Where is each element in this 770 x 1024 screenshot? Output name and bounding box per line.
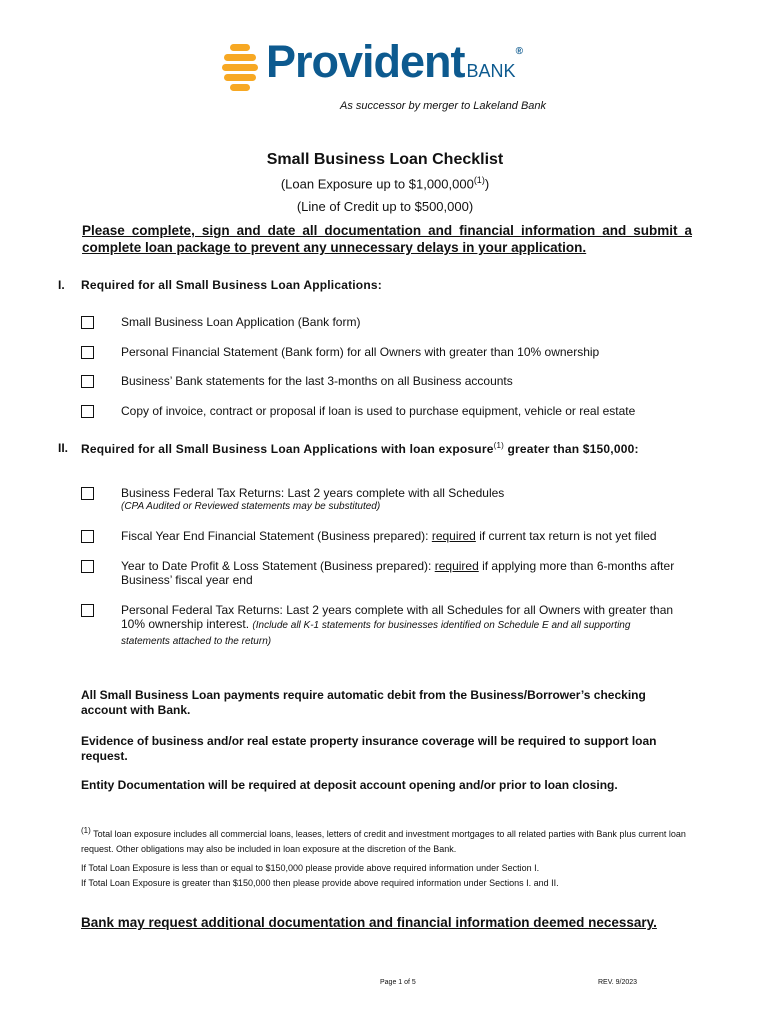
item-business-tax-returns: Business Federal Tax Returns: Last 2 years complete with all Schedules (CPA Audited or Reviewed statements may be substituted) — [121, 486, 701, 514]
logo-wordmark: Provident BANK® — [266, 36, 522, 87]
intro-instruction: Please complete, sign and date all documentation and financial information and submit a complete loan package to prevent any unnecessary delays in your application. — [82, 223, 692, 255]
logo-mark-icon — [224, 74, 256, 81]
logo-mark-icon — [230, 84, 250, 91]
item-personal-financial-statement: Personal Financial Statement (Bank form) for all Owners with greater than 10% ownership — [121, 345, 600, 359]
provident-bank-logo — [222, 36, 552, 117]
section-2-number: II. — [58, 441, 69, 455]
section-2-title: Required for all Small Business Loan Applications with loan exposure$^{(1)}$ greater than $150,000: — [81, 441, 639, 456]
logo-mark-icon — [230, 44, 250, 51]
item-invoice-contract: Copy of invoice, contract or proposal if loan is used to purchase equipment, vehicle or real estate — [121, 404, 636, 418]
checkbox-personal-financial-statement[interactable] — [81, 346, 94, 359]
additional-documentation-notice: Bank may request additional documentation and financial information deemed necessary. — [81, 915, 657, 930]
checkbox-bank-statements[interactable] — [81, 375, 94, 388]
checkbox-invoice-contract[interactable] — [81, 405, 94, 418]
document-title: Small Business Loan Checklist — [266, 151, 504, 168]
checkbox-profit-loss-statement[interactable] — [81, 560, 94, 573]
logo-mark-icon — [222, 64, 258, 71]
auto-debit-notice: All Small Business Loan payments require automatic debit from the Business/Borrower’s checking account with Bank. — [81, 688, 646, 717]
item-bank-statements: Business’ Bank statements for the last 3-months on all Business accounts — [121, 374, 513, 388]
entity-documentation-notice: Entity Documentation will be required at deposit account opening and/or prior to loan closing. — [81, 778, 618, 792]
section-1-number: I. — [58, 278, 65, 292]
line-of-credit-subtitle: (Line of Credit up to $500,000) — [296, 199, 474, 214]
checkbox-business-tax-returns[interactable] — [81, 487, 94, 500]
checkbox-personal-tax-returns[interactable] — [81, 604, 94, 617]
logo-mark-icon — [224, 54, 256, 61]
item-profit-loss-statement: Year to Date Profit & Loss Statement (Business prepared): required if applying more than 6-months after Business’ fiscal year end — [121, 559, 675, 587]
cpa-note: (CPA Audited or Reviewed statements may be substituted) — [121, 501, 381, 512]
item-loan-application: Small Business Loan Application (Bank form) — [121, 315, 361, 329]
k1-note: (Include all K-1 statements for businesses identified on Schedule E and all supporting statements attached to the return) — [121, 620, 631, 647]
checkbox-loan-application[interactable] — [81, 316, 94, 329]
item-fiscal-year-statement: Fiscal Year End Financial Statement (Business prepared): required if current tax return is not yet filed — [121, 529, 657, 543]
insurance-notice: Evidence of business and/or real estate property insurance coverage will be required to support loan request. — [81, 734, 657, 763]
page-number: Page 1 of 5 — [380, 979, 416, 986]
revision-date: REV. 9/2023 — [598, 979, 638, 986]
footnote-section-guidance: If Total Loan Exposure is less than or equal to $150,000 please provide above required information under Section I. If Total Loan Exposure is greater than $150,000 then please provide above required information under Sections I. and II. — [81, 863, 559, 888]
loan-exposure-subtitle: (Loan Exposure up to $1,000,000$^{(1)}$) — [280, 175, 490, 192]
footnote-loan-exposure: $^{(1)}$ Total loan exposure includes all commercial loans, leases, letters of credit and investment mortgages to all related parties with Bank plus current loan request. Other obligations may also be included in loan exposure at the discretion of the Bank. — [81, 826, 686, 854]
logo-tagline: As successor by merger to Lakeland Bank — [340, 100, 547, 112]
section-1-title: Required for all Small Business Loan Applications: — [81, 278, 382, 292]
item-personal-tax-returns: Personal Federal Tax Returns: Last 2 years complete with all Schedules for all Owners with greater than 10% ownership interest. (Include all K-1 statements for businesses identified on Schedule E and all supporting statements attached to the return) — [121, 603, 674, 647]
checkbox-fiscal-year-statement[interactable] — [81, 530, 94, 543]
